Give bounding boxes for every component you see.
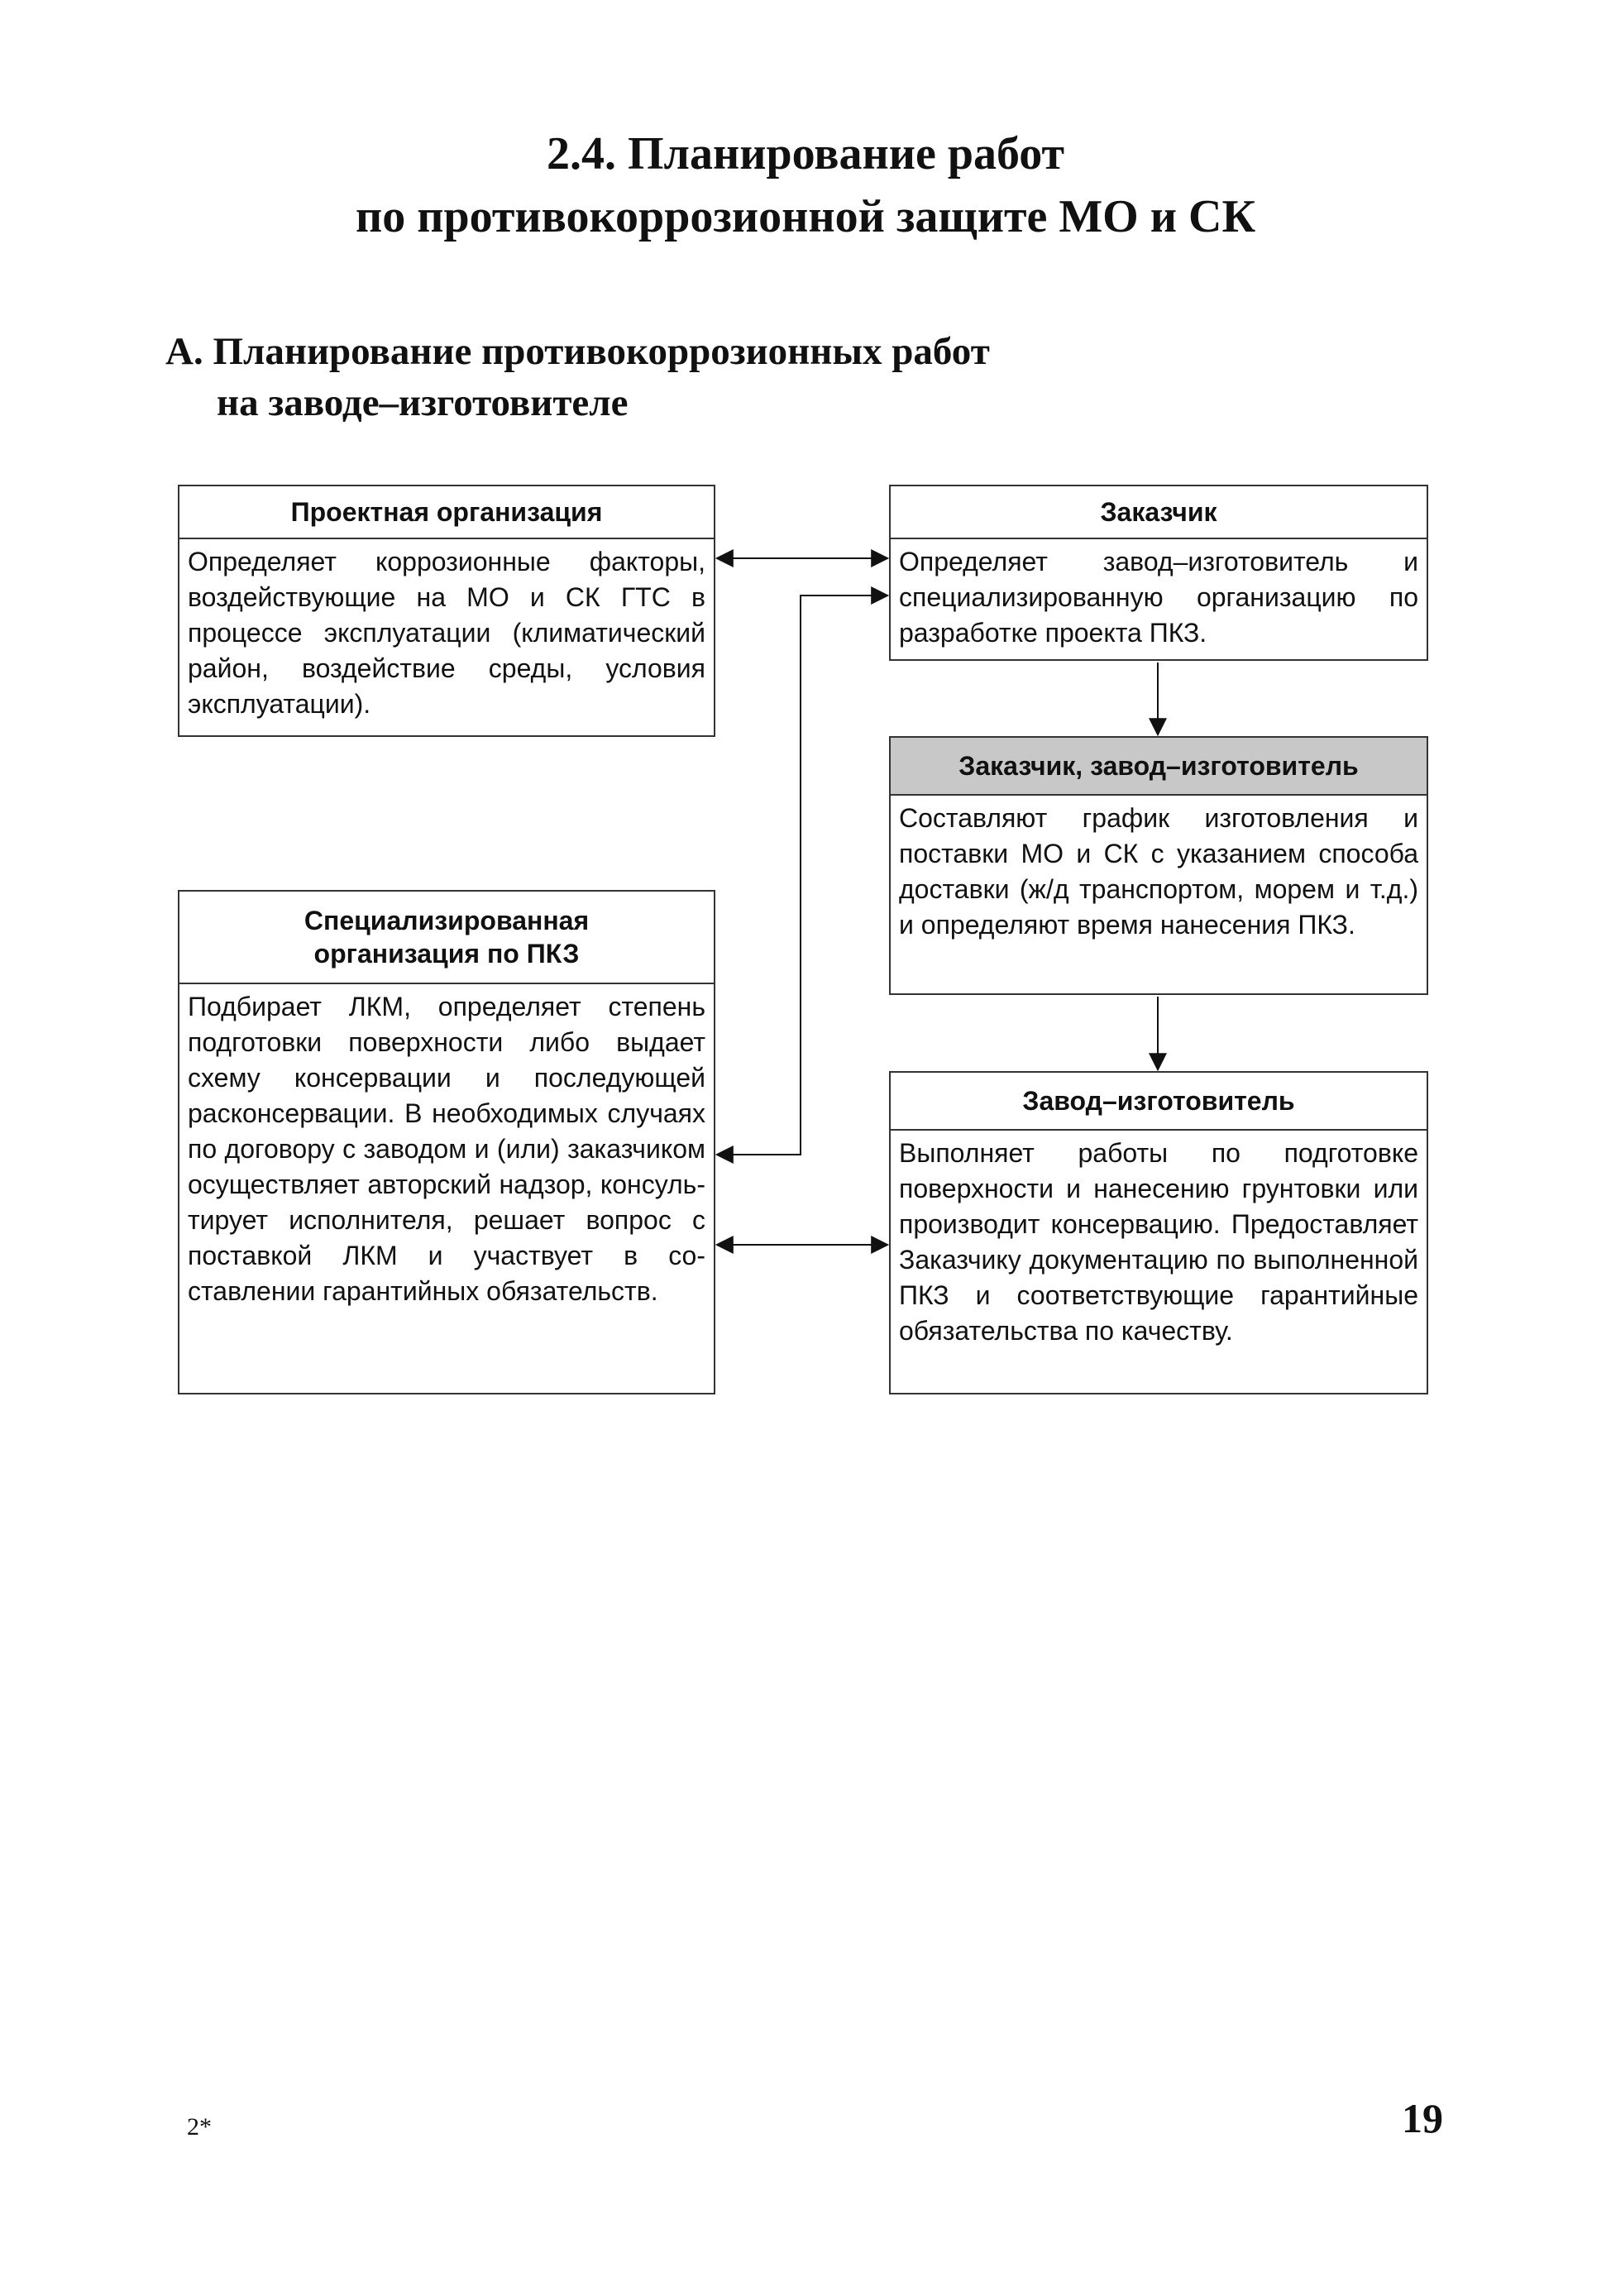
manufacturing-plant-text: Выполняет работы по подготовке поверхности и нанесению грунтовки или производит консервацию. Предоставляет Заказчику документацию по выполненной ПКЗ и соответствующие гарантийные обязательства по качеству. xyxy=(899,1138,1418,1346)
signature-mark: 2* xyxy=(187,2113,212,2141)
manufacturing-plant-title: Завод–изготовитель xyxy=(891,1073,1427,1131)
customer-and-plant-title: Заказчик, завод–изготовитель xyxy=(891,738,1427,796)
section-title-line-2: на заводе–изготовителе xyxy=(217,381,629,424)
project-organization-title: Проектная организация xyxy=(179,486,714,539)
customer-title: Заказчик xyxy=(891,486,1427,539)
page-number: 19 xyxy=(1402,2095,1443,2141)
customer-and-plant-text: Составляют график изготовления и поставки МО и СК с указанием способа доставки (ж/д транспортом, морем и т.д.) и определяют время нанесения ПКЗ. xyxy=(899,803,1418,940)
page-title-line-2: по противокоррозионной защите МО и СК xyxy=(355,191,1256,242)
section-title-line-1: А. Планирование противокоррозионных работ xyxy=(165,330,990,373)
arrow-customer-specialized xyxy=(717,596,887,1155)
specialized-organization-text: Подбирает ЛКМ, определяет степень подготовки поверхности либо выдает схему консервации и последующей расконсервации. В необходимых случаях по договору с заводом и (или) заказчиком осуществляет авторский надзор, консультирует исполнителя, решает вопрос с поставкой ЛКМ и участвует в составлении гарантийных обязательств. xyxy=(188,992,705,1306)
specialized-organization-title-line-2: организация по ПКЗ xyxy=(313,939,580,969)
page-title-line-1: 2.4. Планирование работ xyxy=(546,128,1065,179)
customer-text: Определяет завод–изготовитель и специализированную организацию по разработке проекта ПКЗ. xyxy=(899,547,1418,648)
project-organization-text: Определяет коррозионные факторы, воздействующие на МО и СК ГТС в процессе эксплуатации (климатический район, воздействие среды, условия эксплуатации). xyxy=(188,547,705,719)
specialized-organization-title-line-1: Специализированная xyxy=(304,906,590,935)
